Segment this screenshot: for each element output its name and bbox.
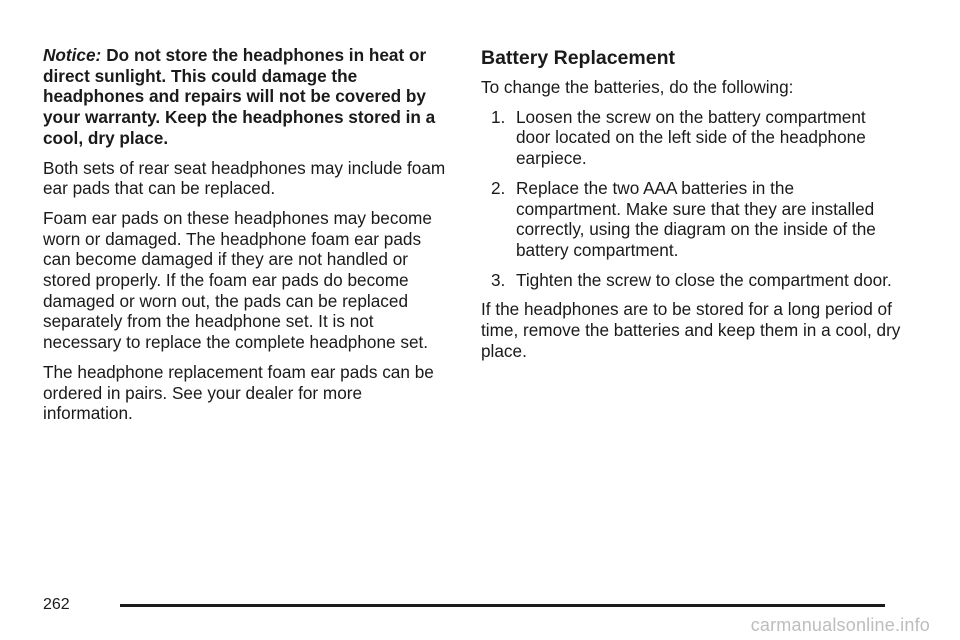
notice-label: Notice: [43,45,102,65]
right-column [481,45,901,370]
notice-block [43,45,453,149]
step-number: 1. [491,106,506,127]
paragraph-ear-pads-damage: Foam ear pads on these headphones may become worn or damaged. The headphone foam ear pads can become damaged if they are not handled or stored properly. If the foam ear pads do become damaged or worn out, the pads can be replaced separately from the headphone set. It is not necessary to replace the complete headphone set. [43,207,432,353]
step-text: Loosen the screw on the battery compartment door located on the left side of the headphone earpiece. [516,106,866,169]
list-item [481,107,901,169]
closing-paragraph: If the headphones are to be stored for a long period of time, remove the batteries and keep them in a cool, dry place. [481,299,901,361]
steps-list [481,107,901,291]
paragraph-ear-pads-order: The headphone replacement foam ear pads can be ordered in pairs. See your dealer for more information. [43,361,434,424]
paragraph-ear-pads-intro: Both sets of rear seat headphones may include foam ear pads that can be replaced. [43,157,446,199]
watermark: carmanualsonline.info [750,615,930,635]
footer-divider [120,604,885,607]
step-text: Tighten the screw to close the compartment door. [516,269,892,290]
section-heading: Battery Replacement [481,47,675,69]
step-text: Replace the two AAA batteries in the compartment. Make sure that they are installed correctly, using the diagram on the inside of the battery compartment. [516,177,876,260]
list-item [481,270,901,291]
step-number: 3. [491,269,506,290]
step-number: 2. [491,177,506,198]
page-number: 262 [43,596,70,613]
steps-intro: To change the batteries, do the following: [481,77,794,97]
left-column [43,45,453,433]
list-item [481,178,901,261]
notice-text: Do not store the headphones in heat or direct sunlight. This could damage the headphones and repairs will not be covered by your warranty. Keep the headphones stored in a cool, dry place. [43,45,436,148]
